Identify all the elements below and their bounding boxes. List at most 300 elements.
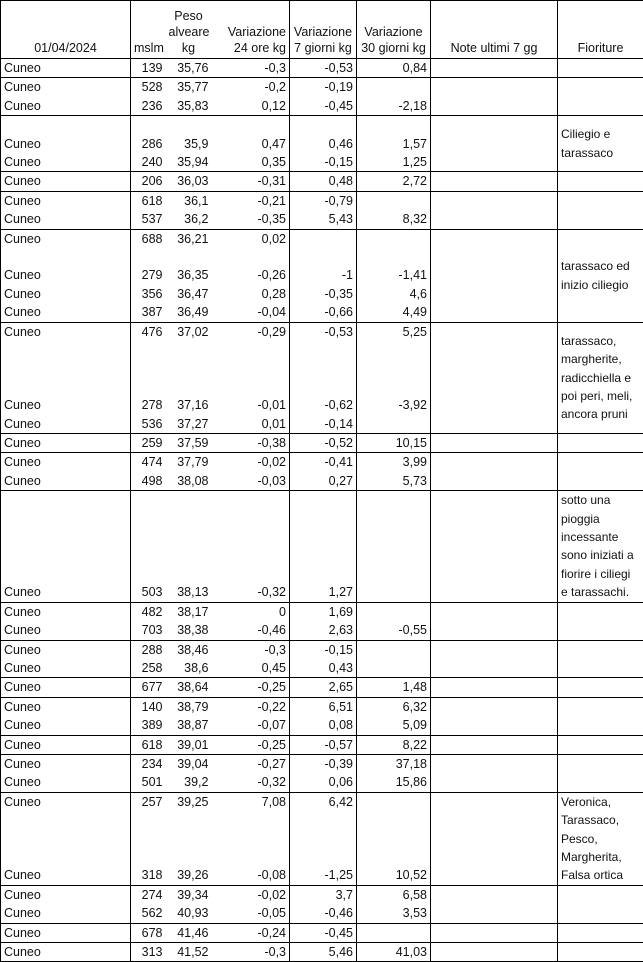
mslm-cell[interactable]: 140 [131, 697, 166, 716]
mslm-cell[interactable]: 387 [131, 303, 166, 322]
mslm-cell[interactable]: 279 [131, 266, 166, 284]
var24-cell[interactable]: 0,45 [212, 659, 290, 678]
fioriture-cell[interactable] [558, 697, 643, 735]
note-cell[interactable] [431, 78, 558, 97]
note-cell[interactable] [431, 830, 558, 848]
fioriture-cell[interactable] [558, 191, 643, 229]
note-cell[interactable] [431, 285, 558, 303]
note-cell[interactable] [431, 848, 558, 866]
var24-cell[interactable]: 0,47 [212, 135, 290, 153]
peso-cell[interactable]: 38,17 [166, 602, 212, 621]
var30-cell[interactable]: 5,25 [357, 322, 431, 341]
var30-cell[interactable]: 3,99 [357, 453, 431, 472]
mslm-cell[interactable]: 536 [131, 415, 166, 434]
var24-cell[interactable]: 0,35 [212, 153, 290, 172]
mslm-cell[interactable]: 318 [131, 866, 166, 885]
var7-cell[interactable]: -0,46 [290, 904, 357, 923]
location-cell[interactable]: Cuneo [1, 472, 131, 491]
peso-cell[interactable]: 36,1 [166, 191, 212, 210]
var24-cell[interactable] [212, 359, 290, 377]
header-mslm[interactable]: mslm [131, 1, 166, 59]
location-cell[interactable]: Cuneo [1, 229, 131, 248]
var30-cell[interactable]: 4,49 [357, 303, 431, 322]
note-cell[interactable] [431, 248, 558, 266]
note-cell[interactable] [431, 885, 558, 904]
note-cell[interactable] [431, 513, 558, 535]
mslm-cell[interactable]: 274 [131, 885, 166, 904]
peso-cell[interactable]: 37,59 [166, 434, 212, 453]
var24-cell[interactable] [212, 491, 290, 514]
header-var7[interactable]: Variazione 7 giorni kg [290, 1, 357, 59]
location-cell[interactable] [1, 848, 131, 866]
var7-cell[interactable] [290, 359, 357, 377]
fioriture-cell[interactable] [558, 59, 643, 78]
peso-cell[interactable] [166, 513, 212, 535]
location-cell[interactable]: Cuneo [1, 866, 131, 885]
var24-cell[interactable] [212, 557, 290, 579]
var24-cell[interactable]: -0,3 [212, 640, 290, 659]
location-cell[interactable]: Cuneo [1, 678, 131, 697]
mslm-cell[interactable] [131, 248, 166, 266]
var7-cell[interactable] [290, 557, 357, 579]
peso-cell[interactable] [166, 848, 212, 866]
var30-cell[interactable]: 5,09 [357, 716, 431, 735]
peso-cell[interactable] [166, 378, 212, 396]
var7-cell[interactable] [290, 535, 357, 557]
location-cell[interactable]: Cuneo [1, 172, 131, 191]
peso-cell[interactable]: 36,03 [166, 172, 212, 191]
note-cell[interactable] [431, 266, 558, 284]
note-cell[interactable] [431, 866, 558, 885]
note-cell[interactable] [431, 640, 558, 659]
var7-cell[interactable]: -0,41 [290, 453, 357, 472]
mslm-cell[interactable]: 678 [131, 923, 166, 942]
peso-cell[interactable]: 37,79 [166, 453, 212, 472]
var24-cell[interactable]: -0,24 [212, 923, 290, 942]
fioriture-cell[interactable] [558, 640, 643, 678]
peso-cell[interactable]: 40,93 [166, 904, 212, 923]
var24-cell[interactable]: -0,32 [212, 773, 290, 792]
note-cell[interactable] [431, 716, 558, 735]
header-date[interactable]: 01/04/2024 [1, 1, 131, 59]
note-cell[interactable] [431, 135, 558, 153]
note-cell[interactable] [431, 415, 558, 434]
var30-cell[interactable] [357, 513, 431, 535]
var7-cell[interactable] [290, 248, 357, 266]
location-cell[interactable]: Cuneo [1, 415, 131, 434]
peso-cell[interactable]: 36,21 [166, 229, 212, 248]
peso-cell[interactable]: 38,6 [166, 659, 212, 678]
note-cell[interactable] [431, 697, 558, 716]
mslm-cell[interactable]: 278 [131, 396, 166, 414]
fioriture-cell[interactable] [558, 735, 643, 754]
peso-cell[interactable] [166, 830, 212, 848]
mslm-cell[interactable]: 258 [131, 659, 166, 678]
var7-cell[interactable]: -0,52 [290, 434, 357, 453]
fioriture-cell[interactable] [558, 923, 643, 942]
var24-cell[interactable]: -0,38 [212, 434, 290, 453]
location-cell[interactable] [1, 341, 131, 359]
mslm-cell[interactable]: 236 [131, 97, 166, 116]
peso-cell[interactable]: 35,83 [166, 97, 212, 116]
var30-cell[interactable] [357, 191, 431, 210]
var30-cell[interactable] [357, 78, 431, 97]
header-peso[interactable]: Peso alveare kg [166, 1, 212, 59]
var24-cell[interactable]: 7,08 [212, 792, 290, 811]
var24-cell[interactable]: -0,35 [212, 210, 290, 229]
var7-cell[interactable]: -0,15 [290, 153, 357, 172]
var24-cell[interactable]: -0,29 [212, 322, 290, 341]
var7-cell[interactable]: -1,25 [290, 866, 357, 885]
note-cell[interactable] [431, 453, 558, 472]
location-cell[interactable] [1, 535, 131, 557]
location-cell[interactable] [1, 557, 131, 579]
location-cell[interactable]: Cuneo [1, 602, 131, 621]
note-cell[interactable] [431, 396, 558, 414]
peso-cell[interactable]: 39,25 [166, 792, 212, 811]
var24-cell[interactable]: -0,07 [212, 716, 290, 735]
mslm-cell[interactable]: 501 [131, 773, 166, 792]
var7-cell[interactable]: 0,27 [290, 472, 357, 491]
location-cell[interactable]: Cuneo [1, 735, 131, 754]
mslm-cell[interactable]: 474 [131, 453, 166, 472]
note-cell[interactable] [431, 191, 558, 210]
location-cell[interactable]: Cuneo [1, 716, 131, 735]
var7-cell[interactable]: -1 [290, 266, 357, 284]
var7-cell[interactable]: 3,7 [290, 885, 357, 904]
location-cell[interactable] [1, 248, 131, 266]
var24-cell[interactable]: -0,01 [212, 396, 290, 414]
mslm-cell[interactable]: 677 [131, 678, 166, 697]
mslm-cell[interactable]: 286 [131, 135, 166, 153]
fioriture-cell[interactable]: tarassaco, margherite, radicchiella e poi peri, meli, ancora pruni [558, 322, 643, 433]
mslm-cell[interactable] [131, 341, 166, 359]
var24-cell[interactable] [212, 811, 290, 829]
location-cell[interactable]: Cuneo [1, 322, 131, 341]
mslm-cell[interactable]: 206 [131, 172, 166, 191]
var7-cell[interactable]: -0,45 [290, 97, 357, 116]
var24-cell[interactable]: -0,02 [212, 453, 290, 472]
mslm-cell[interactable] [131, 811, 166, 829]
location-cell[interactable]: Cuneo [1, 266, 131, 284]
note-cell[interactable] [431, 557, 558, 579]
location-cell[interactable]: Cuneo [1, 78, 131, 97]
var30-cell[interactable] [357, 848, 431, 866]
peso-cell[interactable]: 41,46 [166, 923, 212, 942]
var7-cell[interactable] [290, 830, 357, 848]
header-var30[interactable]: Variazione 30 giorni kg [357, 1, 431, 59]
var30-cell[interactable] [357, 491, 431, 514]
location-cell[interactable]: Cuneo [1, 396, 131, 414]
var7-cell[interactable]: 0,06 [290, 773, 357, 792]
var30-cell[interactable]: 0,84 [357, 59, 431, 78]
peso-cell[interactable] [166, 341, 212, 359]
var7-cell[interactable]: -0,14 [290, 415, 357, 434]
mslm-cell[interactable]: 703 [131, 621, 166, 640]
mslm-cell[interactable]: 688 [131, 229, 166, 248]
location-cell[interactable] [1, 359, 131, 377]
var7-cell[interactable]: -0,57 [290, 735, 357, 754]
peso-cell[interactable]: 35,9 [166, 135, 212, 153]
peso-cell[interactable]: 38,13 [166, 580, 212, 603]
location-cell[interactable]: Cuneo [1, 659, 131, 678]
var7-cell[interactable]: 5,43 [290, 210, 357, 229]
var30-cell[interactable] [357, 378, 431, 396]
peso-cell[interactable] [166, 811, 212, 829]
note-cell[interactable] [431, 923, 558, 942]
var30-cell[interactable]: 10,52 [357, 866, 431, 885]
var24-cell[interactable]: 0,01 [212, 415, 290, 434]
var7-cell[interactable] [290, 116, 357, 135]
fioriture-cell[interactable] [558, 78, 643, 116]
var7-cell[interactable]: -0,66 [290, 303, 357, 322]
var24-cell[interactable]: 0,02 [212, 229, 290, 248]
location-cell[interactable]: Cuneo [1, 923, 131, 942]
note-cell[interactable] [431, 792, 558, 811]
mslm-cell[interactable]: 234 [131, 754, 166, 773]
fioriture-cell[interactable]: sotto una pioggia incessante sono iniziati a fiorire i ciliegi e tarassachi. [558, 491, 643, 602]
var30-cell[interactable] [357, 602, 431, 621]
note-cell[interactable] [431, 153, 558, 172]
var30-cell[interactable] [357, 792, 431, 811]
note-cell[interactable] [431, 303, 558, 322]
var7-cell[interactable]: 0,46 [290, 135, 357, 153]
var24-cell[interactable]: -0,3 [212, 59, 290, 78]
note-cell[interactable] [431, 322, 558, 341]
location-cell[interactable]: Cuneo [1, 153, 131, 172]
var30-cell[interactable]: -1,41 [357, 266, 431, 284]
location-cell[interactable]: Cuneo [1, 97, 131, 116]
note-cell[interactable] [431, 472, 558, 491]
location-cell[interactable] [1, 491, 131, 514]
var7-cell[interactable]: 1,27 [290, 580, 357, 603]
location-cell[interactable]: Cuneo [1, 773, 131, 792]
var24-cell[interactable]: -0,25 [212, 678, 290, 697]
location-cell[interactable]: Cuneo [1, 792, 131, 811]
peso-cell[interactable]: 39,34 [166, 885, 212, 904]
var30-cell[interactable]: 37,18 [357, 754, 431, 773]
location-cell[interactable]: Cuneo [1, 434, 131, 453]
var24-cell[interactable]: -0,31 [212, 172, 290, 191]
var7-cell[interactable]: 6,42 [290, 792, 357, 811]
location-cell[interactable]: Cuneo [1, 697, 131, 716]
peso-cell[interactable] [166, 116, 212, 135]
var7-cell[interactable]: 0,43 [290, 659, 357, 678]
location-cell[interactable]: Cuneo [1, 303, 131, 322]
var24-cell[interactable] [212, 513, 290, 535]
mslm-cell[interactable]: 257 [131, 792, 166, 811]
fioriture-cell[interactable] [558, 453, 643, 491]
var30-cell[interactable]: 2,72 [357, 172, 431, 191]
var30-cell[interactable]: -0,55 [357, 621, 431, 640]
var30-cell[interactable] [357, 811, 431, 829]
mslm-cell[interactable] [131, 359, 166, 377]
var24-cell[interactable]: -0,22 [212, 697, 290, 716]
var30-cell[interactable]: 6,58 [357, 885, 431, 904]
var30-cell[interactable] [357, 535, 431, 557]
header-var24[interactable]: Variazione 24 ore kg [212, 1, 290, 59]
peso-cell[interactable] [166, 557, 212, 579]
var7-cell[interactable]: -0,39 [290, 754, 357, 773]
peso-cell[interactable]: 38,64 [166, 678, 212, 697]
note-cell[interactable] [431, 773, 558, 792]
var24-cell[interactable] [212, 116, 290, 135]
fioriture-cell[interactable] [558, 172, 643, 191]
var7-cell[interactable]: 2,63 [290, 621, 357, 640]
mslm-cell[interactable]: 259 [131, 434, 166, 453]
peso-cell[interactable]: 35,77 [166, 78, 212, 97]
var24-cell[interactable]: -0,03 [212, 472, 290, 491]
var24-cell[interactable]: -0,05 [212, 904, 290, 923]
var30-cell[interactable] [357, 229, 431, 248]
peso-cell[interactable]: 38,79 [166, 697, 212, 716]
var30-cell[interactable]: 8,32 [357, 210, 431, 229]
fioriture-cell[interactable] [558, 943, 643, 962]
var24-cell[interactable]: 0,28 [212, 285, 290, 303]
var7-cell[interactable]: -0,45 [290, 923, 357, 942]
var30-cell[interactable] [357, 415, 431, 434]
var30-cell[interactable] [357, 116, 431, 135]
fioriture-cell[interactable] [558, 754, 643, 792]
fioriture-cell[interactable]: Veronica, Tarassaco, Pesco, Margherita, Falsa ortica [558, 792, 643, 885]
var7-cell[interactable]: -0,19 [290, 78, 357, 97]
fioriture-cell[interactable]: tarassaco ed inizio ciliegio [558, 229, 643, 322]
note-cell[interactable] [431, 341, 558, 359]
location-cell[interactable]: Cuneo [1, 59, 131, 78]
peso-cell[interactable]: 35,76 [166, 59, 212, 78]
mslm-cell[interactable] [131, 535, 166, 557]
peso-cell[interactable] [166, 248, 212, 266]
location-cell[interactable] [1, 513, 131, 535]
var30-cell[interactable]: 3,53 [357, 904, 431, 923]
var7-cell[interactable]: 2,65 [290, 678, 357, 697]
peso-cell[interactable]: 39,01 [166, 735, 212, 754]
var30-cell[interactable] [357, 580, 431, 603]
mslm-cell[interactable]: 240 [131, 153, 166, 172]
peso-cell[interactable]: 39,26 [166, 866, 212, 885]
note-cell[interactable] [431, 943, 558, 962]
mslm-cell[interactable] [131, 848, 166, 866]
peso-cell[interactable]: 41,52 [166, 943, 212, 962]
var30-cell[interactable]: 1,48 [357, 678, 431, 697]
var30-cell[interactable] [357, 557, 431, 579]
note-cell[interactable] [431, 359, 558, 377]
header-fioriture[interactable]: Fioriture [558, 1, 643, 59]
mslm-cell[interactable]: 288 [131, 640, 166, 659]
var24-cell[interactable]: -0,32 [212, 580, 290, 603]
mslm-cell[interactable]: 537 [131, 210, 166, 229]
location-cell[interactable]: Cuneo [1, 640, 131, 659]
var30-cell[interactable]: 10,15 [357, 434, 431, 453]
peso-cell[interactable]: 38,38 [166, 621, 212, 640]
var30-cell[interactable]: -3,92 [357, 396, 431, 414]
peso-cell[interactable]: 38,46 [166, 640, 212, 659]
var7-cell[interactable] [290, 378, 357, 396]
note-cell[interactable] [431, 678, 558, 697]
location-cell[interactable]: Cuneo [1, 885, 131, 904]
mslm-cell[interactable]: 498 [131, 472, 166, 491]
mslm-cell[interactable]: 356 [131, 285, 166, 303]
mslm-cell[interactable]: 618 [131, 735, 166, 754]
var7-cell[interactable]: -0,53 [290, 322, 357, 341]
location-cell[interactable]: Cuneo [1, 135, 131, 153]
var30-cell[interactable] [357, 923, 431, 942]
var30-cell[interactable] [357, 359, 431, 377]
note-cell[interactable] [431, 97, 558, 116]
mslm-cell[interactable]: 618 [131, 191, 166, 210]
peso-cell[interactable]: 37,02 [166, 322, 212, 341]
var24-cell[interactable]: -0,04 [212, 303, 290, 322]
var30-cell[interactable]: 6,32 [357, 697, 431, 716]
var30-cell[interactable] [357, 659, 431, 678]
mslm-cell[interactable] [131, 830, 166, 848]
var7-cell[interactable] [290, 513, 357, 535]
location-cell[interactable]: Cuneo [1, 943, 131, 962]
location-cell[interactable]: Cuneo [1, 580, 131, 603]
var24-cell[interactable]: -0,3 [212, 943, 290, 962]
var24-cell[interactable] [212, 535, 290, 557]
note-cell[interactable] [431, 59, 558, 78]
fioriture-cell[interactable] [558, 602, 643, 640]
note-cell[interactable] [431, 904, 558, 923]
location-cell[interactable]: Cuneo [1, 453, 131, 472]
mslm-cell[interactable] [131, 378, 166, 396]
var7-cell[interactable]: -0,79 [290, 191, 357, 210]
location-cell[interactable] [1, 378, 131, 396]
var7-cell[interactable] [290, 341, 357, 359]
peso-cell[interactable]: 37,16 [166, 396, 212, 414]
var24-cell[interactable]: 0,12 [212, 97, 290, 116]
peso-cell[interactable] [166, 535, 212, 557]
note-cell[interactable] [431, 811, 558, 829]
note-cell[interactable] [431, 229, 558, 248]
mslm-cell[interactable]: 313 [131, 943, 166, 962]
var30-cell[interactable]: 8,22 [357, 735, 431, 754]
var30-cell[interactable] [357, 640, 431, 659]
location-cell[interactable]: Cuneo [1, 621, 131, 640]
header-note[interactable]: Note ultimi 7 gg [431, 1, 558, 59]
note-cell[interactable] [431, 116, 558, 135]
peso-cell[interactable]: 39,2 [166, 773, 212, 792]
var30-cell[interactable] [357, 248, 431, 266]
peso-cell[interactable]: 35,94 [166, 153, 212, 172]
mslm-cell[interactable]: 528 [131, 78, 166, 97]
var30-cell[interactable]: -2,18 [357, 97, 431, 116]
var7-cell[interactable]: 0,08 [290, 716, 357, 735]
peso-cell[interactable]: 38,08 [166, 472, 212, 491]
var7-cell[interactable]: 6,51 [290, 697, 357, 716]
location-cell[interactable]: Cuneo [1, 210, 131, 229]
note-cell[interactable] [431, 491, 558, 514]
peso-cell[interactable]: 39,04 [166, 754, 212, 773]
fioriture-cell[interactable]: Ciliegio e tarassaco [558, 116, 643, 172]
var24-cell[interactable]: -0,02 [212, 885, 290, 904]
var30-cell[interactable]: 1,25 [357, 153, 431, 172]
var24-cell[interactable]: -0,25 [212, 735, 290, 754]
var7-cell[interactable] [290, 491, 357, 514]
var7-cell[interactable]: -0,62 [290, 396, 357, 414]
note-cell[interactable] [431, 754, 558, 773]
location-cell[interactable]: Cuneo [1, 191, 131, 210]
location-cell[interactable]: Cuneo [1, 904, 131, 923]
fioriture-cell[interactable] [558, 678, 643, 697]
fioriture-cell[interactable] [558, 434, 643, 453]
mslm-cell[interactable]: 562 [131, 904, 166, 923]
var30-cell[interactable]: 4,6 [357, 285, 431, 303]
peso-cell[interactable]: 36,49 [166, 303, 212, 322]
mslm-cell[interactable]: 476 [131, 322, 166, 341]
note-cell[interactable] [431, 659, 558, 678]
